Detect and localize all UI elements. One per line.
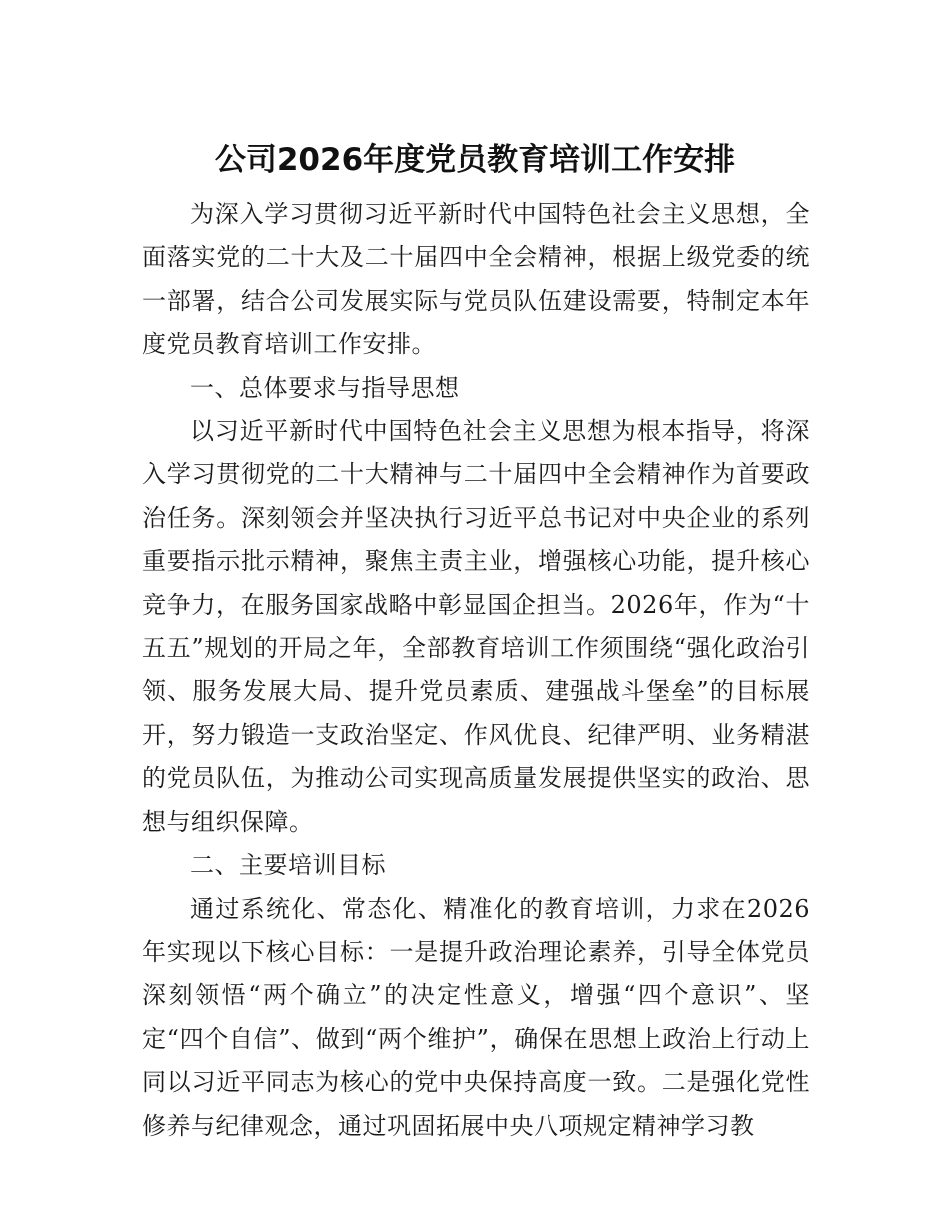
document-title: 公司2026年度党员教育培训工作安排	[214, 142, 736, 178]
section-1-paragraph: 以习近平新时代中国特色社会主义思想为根本指导，将深入学习贯彻党的二十大精神与二十届四中全会精神作为首要政治任务。深刻领会并坚决执行习近平总书记对中央企业的系列重要指示批示精神，聚焦主责主业，增强核心功能，提升核心竞争力，在服务国家战略中彰显国企担当。2026年，作为“十五五”规划的开局之年，全部教育培训工作须围绕“强化政治引领、服务发展大局、提升党员素质、建强战斗堡垒”的目标展开，努力锻造一支政治坚定、作风优良、纪律严明、业务精湛的党员队伍，为推动公司实现高质量发展提供坚实的政治、思想与组织保障。	[142, 417, 810, 836]
section-2-paragraph: 通过系统化、常态化、精准化的教育培训，力求在2026年实现以下核心目标：一是提升政治理论素养，引导全体党员深刻领悟“两个确立”的决定性意义，增强“四个意识”、坚定“四个自信”、做到“两个维护”，确保在思想上政治上行动上同以习近平同志为核心的党中央保持高度一致。二是强化党性修养与纪律观念，通过巩固拓展中央八项规定精神学习教	[142, 894, 810, 1140]
section-heading-2: 二、主要培训目标	[190, 851, 386, 880]
intro-paragraph: 为深入学习贯彻习近平新时代中国特色社会主义思想，全面落实党的二十大及二十届四中全会精神，根据上级党委的统一部署，结合公司发展实际与党员队伍建设需要，特制定本年度党员教育培训工作安排。	[142, 200, 810, 359]
section-heading-1: 一、总体要求与指导思想	[190, 373, 460, 402]
document-body	[142, 193, 810, 1148]
